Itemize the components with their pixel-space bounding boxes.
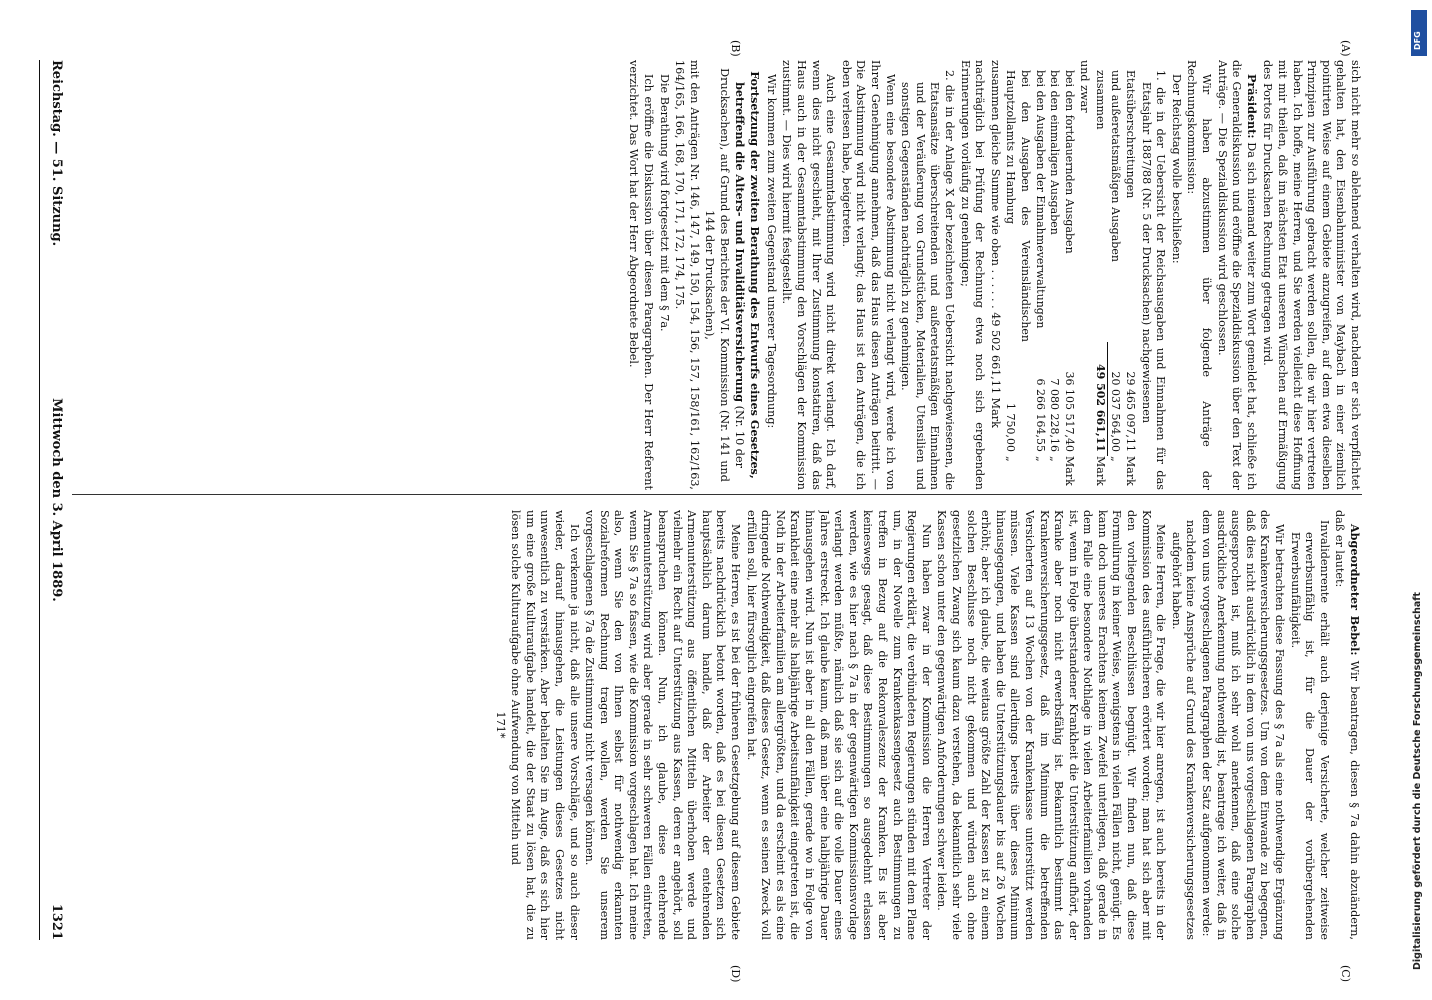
sum-line: zusammen gleiche Summe wie oben . . . . . . 49 502 661,11 Mark <box>988 60 1002 428</box>
paragraph: 1. die in der Uebersicht der Reichsausgaben und Einnahmen für das Etatsjahr 1887/88 (Nr. 5 der Drucksachen) nachgewiesenen <box>1139 70 1168 490</box>
accounts-value: 20 037 564,00 <box>1109 371 1123 452</box>
paragraph: sich nicht mehr so ablehnend verhalten wird, nachdem er sich verpflichtet gehalten hat, den Eisenbahnminister von Maybach in einer ziemlich pointirten Weise auf einem Gebiete anzugreifen, auf dem etwa dieselben Prinzipien zur Ausführung gebracht werden sollen, die wir hier vertreten haben. Ich hoffe, meine Herren, und Sie werden vielleicht diese Hoffnung mit mir theilen, daß im nächsten Etat unseren Wünschen auf Ermäßigung des Portos für Drucksachen Rechnung getragen wird. <box>1261 60 1362 490</box>
paragraph: Meine Herren, es ist bei der früheren Gesetzgebung auf diesem Gebiete bereits nachdrücklich betont worden, daß es bei diesen Gesetzen sich hauptsächlich darum handle, daß der Arbeiter der entehrenden Armenunterstützung aus öffentlichen Mitteln überhoben werde und vielmehr ein Recht auf Unterstützung aus Kassen, deren er angehört, soll beanspruchen können. Nun, ich glaube, diese entehrende Armenunterstützung wird aber gerade in sehr schweren Fällen eintreten, wenn Sie § 7a so fassen, wie die Kommission vorgeschlagen hat. Ich meine also, wenn Sie den von Ihnen selbst für nothwendig erkannten Sozialreformen Rechnung tragen wollen, werden Sie unserem vorgeschlagenen § 7a die Zustimmung nicht versagen können. <box>583 510 743 940</box>
accounts-row <box>1061 60 1076 490</box>
accounts-unit: Mark <box>1062 456 1076 486</box>
speaker-label: Präsident: <box>1244 74 1259 139</box>
agenda-detail: (Nr. 10 der Drucksachen), auf Grund des Berichtes der VI. Kommission (Nr. 141 und 144 der Drucksachen), <box>703 68 746 482</box>
paragraph <box>1332 510 1362 940</box>
paragraph-text: Da sich niemand weiter zum Wort gemeldet hat, schließe ich die Generaldiskussion und eröffne die Spezialdiskussion über den Text der Anträge. — Die Spezialdiskussion wird geschlossen. <box>1215 60 1258 490</box>
margin-mark-b: (B) <box>729 40 742 57</box>
paragraph: Auch eine Gesammtabstimmung wird nicht direkt verlangt. Ich darf, wenn dies nicht geschieht, mit Ihrer Zustimmung konstatiren, daß das Haus auch in der Gesammtabstimmung den Vorschlägen der Kommission zustimmt. — Dies wird hiermit festgestellt. <box>780 60 838 490</box>
accounts-label: bei den Ausgaben des Vereinsländischen Hauptzollamts zu Hamburg <box>1004 70 1032 342</box>
dfg-credit-strip <box>1410 10 1428 990</box>
column-divider <box>72 494 1362 495</box>
margin-mark-c: (C) <box>1339 965 1352 982</box>
dfg-logo-text: DFG <box>1413 31 1422 50</box>
paragraph: 2. die in der Anlage X der bezeichneten Uebersicht nachgewiesenen, die Etatsansätze überschreitenden und außeretatsmäßigen Einnahmen und der Veräußerung von Grundstücken, Materialien, Utensilien und sonstigen Gegenständen nachträglich zu genehmigen. <box>899 70 956 490</box>
accounts-unit: „ <box>1048 456 1062 462</box>
accounts-label: Etatsüberschreitungen <box>1124 70 1138 199</box>
accounts-row <box>1123 60 1138 490</box>
accounts-unit: Mark <box>1124 456 1138 486</box>
digitization-credit: Digitalisierung gefördert durch die Deutsche Forschungsgemeinschaft <box>1412 592 1423 970</box>
agenda-title: Fortsetzung der zweiten Berathung des Entwurfs eines Gesetzes, betreffend die Alters- und Invaliditätsversicherung <box>732 71 763 479</box>
accounts-value: 29 465 097,11 <box>1124 371 1138 452</box>
accounts-value: 6 266 164,55 <box>1033 378 1047 452</box>
accounts-label: bei den fortdauernden Ausgaben <box>1062 70 1076 254</box>
quoted-paragraph: nachdem keine Ansprüche auf Grund des Krankenversicherungsgesetzes aufgehört haben. <box>1169 520 1198 940</box>
paragraph: Wir kommen zum zweiten Gegenstand unserer Tagesordnung: <box>764 74 778 429</box>
accounts-value: 7 080 228,16 <box>1048 378 1062 452</box>
agenda-item <box>702 60 762 490</box>
accounts-total-value: 49 502 661,11 <box>1092 342 1107 456</box>
page-number: 1321 <box>49 903 64 940</box>
paragraph: Die Berathung wird fortgesetzt mit dem § 7a. <box>657 74 671 332</box>
accounts-unit: „ <box>1004 456 1018 462</box>
paragraph: Wenn eine besondere Abstimmung nicht verlangt wird, werde ich von Ihrer Genehmigung annehmen, daß das Haus diesen Anträgen beitritt. — Die Abstimmung wird nicht verlangt; das Haus ist den Anträgen, die ich eben verlesen habe, beigetreten. <box>839 60 897 490</box>
paragraph: Ich eröffne die Diskussion über diesen Paragraphen. Der Herr Referent verzichtet. Das Wort hat der Herr Abgeordnete Bebel. <box>627 60 656 490</box>
accounts-row <box>1047 60 1062 490</box>
margin-mark-a: (A) <box>1339 40 1352 57</box>
paragraph: Wir betrachten diese Fassung des § 7a als eine nothwendige Ergänzung des Krankenversicherungsgesetzes. Um von dem Einwande zu begegnen, daß dies nicht ausdrücklich in dem von uns vorgeschlagenen Paragraphen ausgesprochen ist, muß ich sehr wohl anerkennen, daß eine solche ausdrückliche Anerkennung nothwendig ist, beantrage ich weiter, daß in dem von uns vorgeschlagenen Paragraphen der Satz aufgenommen werde: <box>1200 510 1287 940</box>
accounts-value: 1 750,00 <box>1004 403 1018 452</box>
accounts-value: 36 105 517,40 <box>1062 371 1076 452</box>
accounts-total-label: zusammen <box>1093 70 1107 130</box>
right-column <box>72 510 1362 940</box>
signature-mark: 171* <box>493 711 507 739</box>
accounts-table-2 <box>1003 60 1076 490</box>
accounts-label: bei den einmaligen Ausgaben <box>1048 70 1062 235</box>
accounts-row <box>1003 60 1032 490</box>
accounts-unit: „ <box>1109 456 1122 462</box>
paragraph: nachträglich bei Prüfung der Rechnung etwa noch sich ergebenden Erinnerungen vorläufig zu genehmigen; <box>958 60 987 490</box>
paragraph: mit den Anträgen Nr. 146, 147, 149, 150, 154, 156, 157, 158/161, 162/163, 164/165, 166, 168, 170, 171, 172, 174, 175. <box>673 60 701 490</box>
header-left: Reichstag. — 51. Sitzung. <box>49 60 64 247</box>
paragraph <box>1214 60 1259 490</box>
paragraph: Nun haben zwar in der Kommission die Herren Vertreter der Regierungen erklärt, die verbündeten Regierungen stünden mit dem Plane um, in der Novelle zum Krankenkassengesetz auch Bestimmungen zu treffen in Bezug auf die Rekonvaleszenz der Kranken. Es ist aber keineswegs gesagt, daß diese Bestimmungen so ausgedehnt erlassen werden, wie es hier nach § 7a in der gegenwärtigen Kommissionsvorlage verlangt werden müßte, nämlich daß sie sich auf die volle Dauer eines Jahres erstreckt. Ich glaube kaum, daß man über eine halbjährige Dauer hinausgehen wird. Nun ist aber in all den Fällen, gerade wo in Folge von Krankheit eine mehr als halbjährige Arbeitsunfähigkeit eingetreten ist, die Noth in der Arbeiterfamilien am allergrößten, und da erscheint es als eine dringende Nothwendigkeit, daß dieses Gesetz, wenn es seinen Zweck voll erfüllen soll, hier fürsorglich eingreifen hat. <box>744 510 933 940</box>
paragraph: Ich verkenne ja nicht, daß alle unsere Vorschläge, und so auch dieser wieder, darauf hinausgehen, die Leistungen dieses Gesetzes nicht unwesentlich zu verstärken. Aber behalten Sie im Auge, daß es sich hier um eine große Kulturaufgabe handelt, die der Staat zu lösen hat, die zu lösen solche Kulturaufgabe ohne Aufwendung von Mitteln und <box>509 510 581 940</box>
accounts-row <box>1107 60 1122 490</box>
paragraph: und zwar <box>1078 60 1092 113</box>
paragraph: Der Reichstag wolle beschließen: <box>1169 74 1183 264</box>
accounts-row <box>1032 60 1047 490</box>
paragraph: Meine Herren, die Frage, die wir hier anregen, ist auch bereits in der Kommission des ausführlicheren erörtert worden; man hat sich aber mit den vorliegenden Beschlüssen begnügt. Wir finden nun, daß diese Formulirung in keiner Weise, wenigstens in vielen Fällen nicht, genügt. Es kann doch unseres Erachtens keinem Zweifel unterliegen, daß gerade in dem Falle eine besondere Nothlage in vielen Arbeiterfamilien vorhanden ist, wenn in Folge überstandener Krankheit die Unterstützung aufhört, der Kranke aber noch nicht erwerbsfähig ist. Bekanntlich bestimmt das Krankenversicherungsgesetz, daß im Minimum die betreffenden Versicherten auf 13 Wochen von der Krankenkasse unterstützt werden müssen. Viele Kassen sind allerdings bereits über dieses Minimum hinausgegangen, und haben die Unterstützungsdauer bis auf 26 Wochen erhöht; aber ich glaube, die weitaus größte Zahl der Kassen ist zu einem solchen Beschlusse noch nicht gekommen und würden auch ohne gesetzlichen Zwang sich kaum dazu verstehen, da bekanntlich sehr viele Kassen schon unter den gegenwärtigen Anforderungen schwer leiden. <box>935 510 1168 940</box>
left-column <box>72 60 1362 490</box>
quoted-paragraph: Invalidenrente erhält auch derjenige Versicherte, welcher zeitweise erwerbsunfähig ist, für die Dauer der vorübergehenden Erwerbsunfähigkeit. <box>1288 520 1331 940</box>
page-header <box>40 60 64 940</box>
margin-mark-d: (D) <box>729 965 742 983</box>
header-date: Mittwoch den 3. April 1889. <box>49 398 64 602</box>
accounts-label: bei den Ausgaben der Einnahmeverwaltungen <box>1033 70 1047 329</box>
accounts-total-row <box>1092 60 1107 490</box>
accounts-table-1 <box>1092 60 1137 490</box>
accounts-label: und außeretatsmäßigen Ausgaben <box>1109 70 1122 262</box>
speaker-label: Abgeordneter Bebel: <box>1348 524 1362 656</box>
paragraph: Wir haben abzustimmen über folgende Anträge der Rechnungskommission: <box>1185 60 1214 490</box>
accounts-unit: „ <box>1033 456 1047 462</box>
paragraph-text: Wir beantragen, diesen § 7a dahin abzuändern, daß er lautet: <box>1333 510 1361 940</box>
header-rule <box>39 60 40 940</box>
accounts-total-unit: Mark <box>1093 456 1107 486</box>
